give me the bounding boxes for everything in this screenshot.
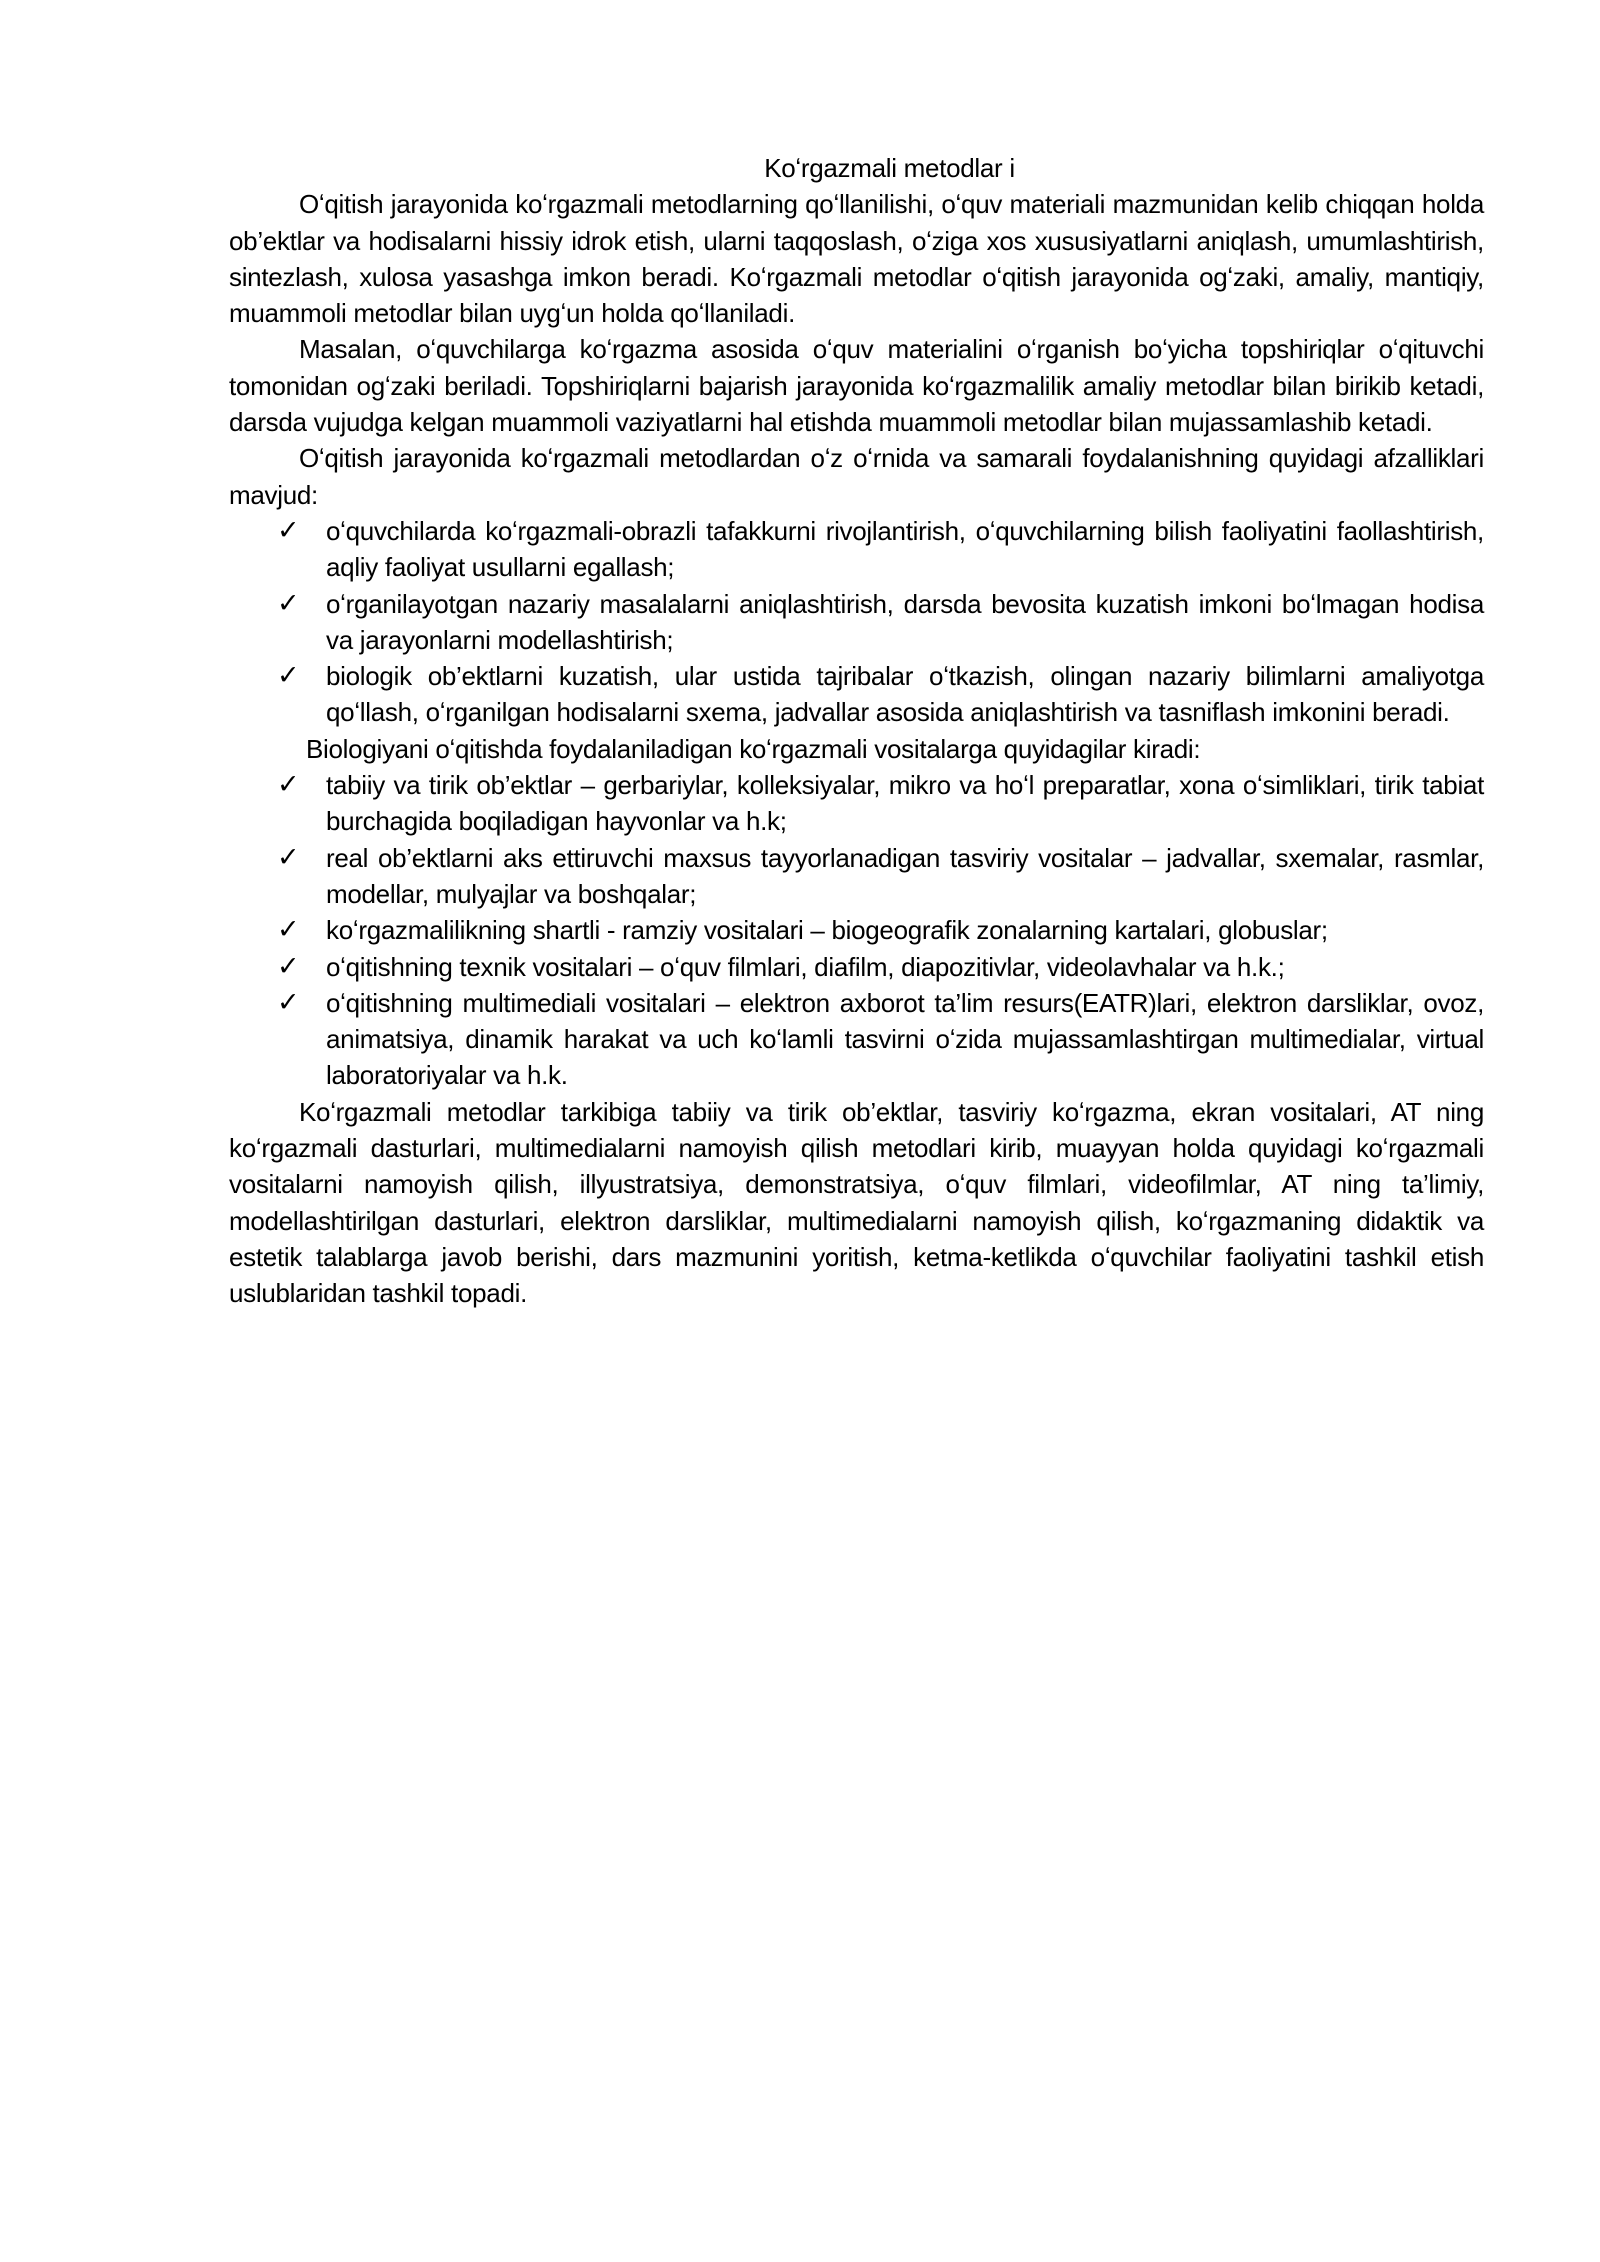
list-item-text: real ob’ektlarni aks ettiruvchi maxsus tayyorlanadigan tasviriy vositalar – jadvallar, sxemalar, rasmlar, modellar, mulyajlar va boshqalar; (326, 842, 1484, 909)
paragraph-advantages-intro: Oʻqitish jarayonida koʻrgazmali metodlardan oʻz oʻrnida va samarali foydalanishning quyidagi afzalliklari mavjud: (229, 443, 1484, 510)
list-item-text: oʻquvchilarda koʻrgazmali-obrazli tafakkurni rivojlantirish, oʻquvchilarning bilish faoliyatini faollashtirish, aqliy faoliyat usullarni egallash; (326, 515, 1484, 583)
list-item-advantage-1 (229, 513, 1484, 586)
list-item-text: biologik ob’ektlarni kuzatish, ular ustida tajribalar oʻtkazish, olingan nazariy bilimlarni amaliyotga qoʻllash, oʻrganilgan hodisalarni sxema, jadvallar asosida aniqlashtirish va tasniflash imkonini beradi. (326, 661, 1484, 728)
list-item-text: oʻqitishning multimediali vositalari – elektron axborot ta’lim resurs(EATR)lari, elektron darsliklar, ovoz, animatsiya, dinamik harakat va uch koʻlamli tasvirni oʻzida mujassamlashtirgan multimedialar, virtual laboratoriyalar va h.k. (326, 987, 1484, 1091)
list-item-advantage-3 (229, 658, 1484, 731)
list-item-visual-aid-3 (229, 912, 1484, 948)
list-item-text: oʻrganilayotgan nazariy masalalarni aniqlashtirish, darsda bevosita kuzatish imkoni boʻlmagan hodisa va jarayonlarni modellashtirish; (326, 588, 1484, 655)
list-item-text: oʻqitishning texnik vositalari – oʻquv filmlari, diafilm, diapozitivlar, videolavhalar va h.k.; (326, 951, 1285, 982)
check-bullet-icon: ✓ (277, 986, 300, 1018)
paragraph-intro: Oʻqitish jarayonida koʻrgazmali metodlarning qoʻllanilishi, oʻquv materiali mazmunidan kelib chiqqan holda ob’ektlar va hodisalarni hissiy idrok etish, ularni taqqoslash, oʻziga xos xususiyatlarni aniqlash, umumlashtirish, sintezlash, xulosa yasashga imkon beradi. Koʻrgazmali metodlar oʻqitish jarayonida ogʻzaki, amaliy, mantiqiy, muammoli metodlar bilan uygʻun holda qoʻllaniladi. (229, 189, 1484, 329)
list-item-visual-aid-5 (229, 985, 1484, 1094)
list-item-visual-aid-4 (229, 949, 1484, 985)
paragraph-example: Masalan, oʻquvchilarga koʻrgazma asosida oʻquv materialini oʻrganish boʻyicha topshiriqlar oʻqituvchi tomonidan ogʻzaki beriladi. Topshiriqlarni bajarish jarayonida koʻrgazmalilik amaliy metodlar bilan birikib ketadi, darsda vujudga kelgan muammoli vaziyatlarni hal etishda muammoli metodlar bilan mujassamlashib ketadi. (229, 334, 1484, 438)
list-item-visual-aid-2 (229, 840, 1484, 913)
paragraph-closing: Koʻrgazmali metodlar tarkibiga tabiiy va tirik ob’ektlar, tasviriy koʻrgazma, ekran vositalari, AT ning koʻrgazmali dasturlari, multimedialarni namoyish qilish metodlari kirib, muayyan holda quyidagi koʻrgazmali vositalarni namoyish qilish, illyustratsiya, demonstratsiya, oʻquv filmlari, videofilmlar, AT ning ta’limiy, modellashtirilgan dasturlari, elektron darsliklar, multimedialarni namoyish qilish, koʻrgazmaning didaktik va estetik talablarga javob berishi, dars mazmunini yoritish, ketma-ketlikda oʻquvchilar faoliyatini tashkil etish uslublaridan tashkil topadi. (229, 1096, 1484, 1309)
check-bullet-icon: ✓ (277, 660, 300, 692)
paragraph-biology-intro: Biologiyani oʻqitishda foydalaniladigan koʻrgazmali vositalarga quyidagilar kiradi: (306, 733, 1201, 764)
advantages-list (229, 513, 1484, 731)
check-bullet-icon: ✓ (277, 514, 300, 546)
page-title: Koʻrgazmali metodlar i (764, 153, 1015, 183)
check-bullet-icon: ✓ (277, 841, 300, 873)
list-item-text: koʻrgazmalilikning shartli - ramziy vositalari – biogeografik zonalarning kartalari, globuslar; (326, 915, 1328, 946)
check-bullet-icon: ✓ (277, 587, 300, 619)
check-bullet-icon: ✓ (277, 914, 300, 946)
check-bullet-icon: ✓ (277, 769, 300, 801)
visual-aids-list (229, 767, 1484, 1094)
list-item-text: tabiiy va tirik ob’ektlar – gerbariylar, kolleksiyalar, mikro va hoʻl preparatlar, xona oʻsimliklari, tirik tabiat burchagida boqiladigan hayvonlar va h.k; (326, 770, 1484, 837)
list-item-advantage-2 (229, 586, 1484, 659)
check-bullet-icon: ✓ (277, 950, 300, 982)
list-item-visual-aid-1 (229, 767, 1484, 840)
